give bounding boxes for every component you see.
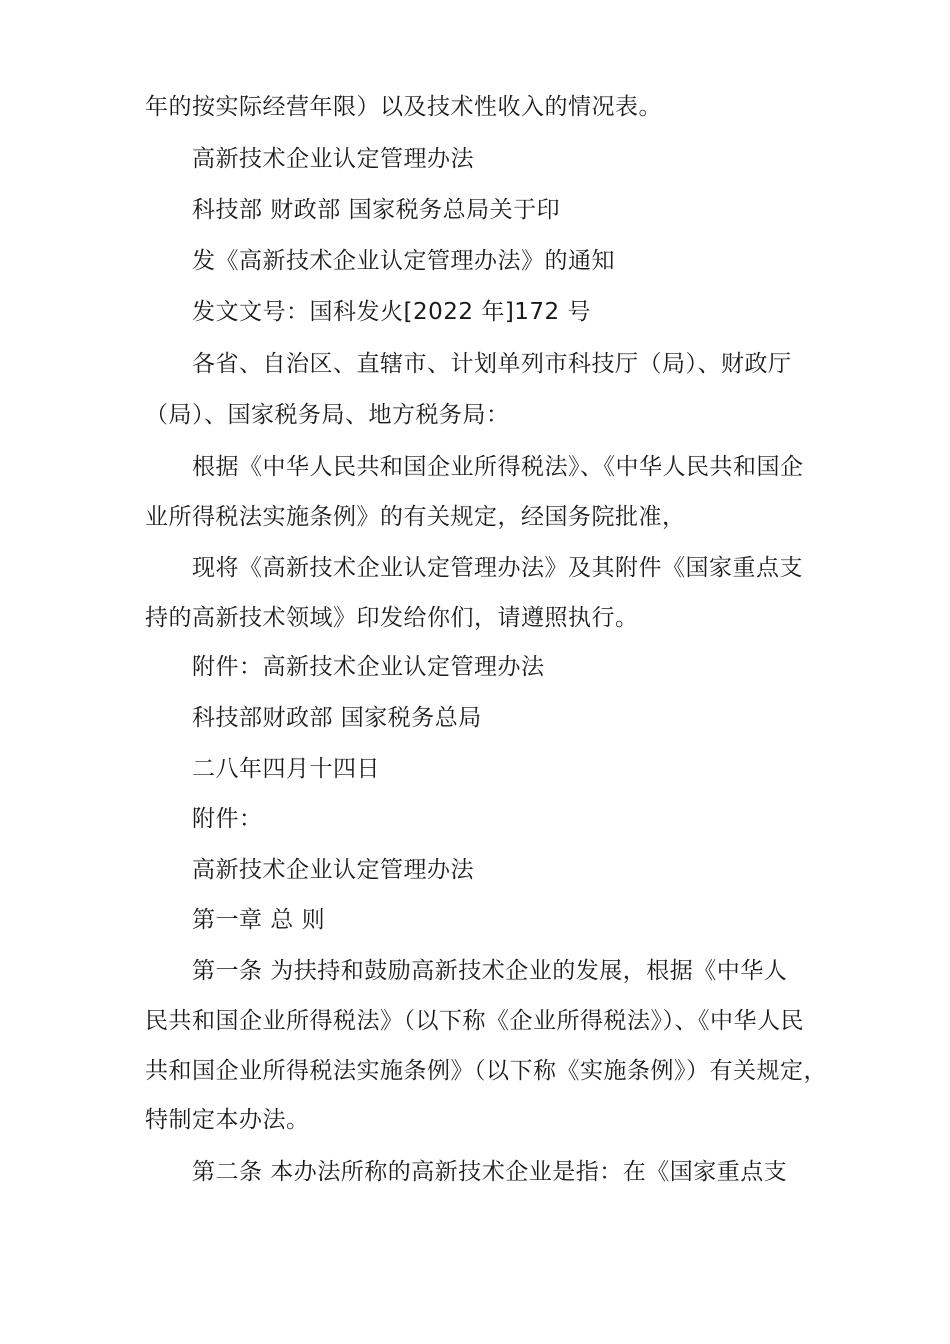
text-line: 各省、自治区、直辖市、计划单列市科技厅（局）、财政厅 [192, 351, 792, 377]
text-line: 第一章 总 则 [192, 907, 326, 933]
text-line: 科技部财政部 国家税务总局 [192, 705, 482, 731]
text-line: 业所得税法实施条例》的有关规定，经国务院批准， [145, 504, 686, 530]
text-line: 民共和国企业所得税法》（以下称《企业所得税法》）、《中华人民 [145, 1008, 804, 1034]
text-line: 共和国企业所得税法实施条例》（以下称《实施条例》）有关规定， [145, 1058, 827, 1084]
text-line: 发《高新技术企业认定管理办法》的通知 [192, 248, 615, 274]
text-line: （局）、国家税务局、地方税务局： [145, 402, 510, 428]
text-line: 二八年四月十四日 [192, 756, 380, 782]
text-line: 根据《中华人民共和国企业所得税法》、《中华人民共和国企 [192, 454, 804, 480]
text-line: 科技部 财政部 国家税务总局关于印 [192, 197, 561, 223]
text-line: 附件： [192, 806, 263, 832]
text-line: 附件：高新技术企业认定管理办法 [192, 654, 545, 680]
text-line: 持的高新技术领域》印发给你们，请遵照执行。 [145, 605, 639, 631]
text-line: 第二条 本办法所称的高新技术企业是指：在《国家重点支 [192, 1159, 788, 1185]
text-line: 第一条 为扶持和鼓励高新技术企业的发展，根据《中华人 [192, 958, 788, 984]
text-line: 年的按实际经营年限）以及技术性收入的情况表。 [145, 94, 662, 120]
text-line: 高新技术企业认定管理办法 [192, 146, 474, 172]
text-line: 发文文号：国科发火[2022 年]172 号 [192, 299, 592, 325]
text-line: 现将《高新技术企业认定管理办法》及其附件《国家重点支 [192, 555, 803, 581]
text-line: 特制定本办法。 [145, 1107, 310, 1133]
text-line: 高新技术企业认定管理办法 [192, 857, 474, 883]
